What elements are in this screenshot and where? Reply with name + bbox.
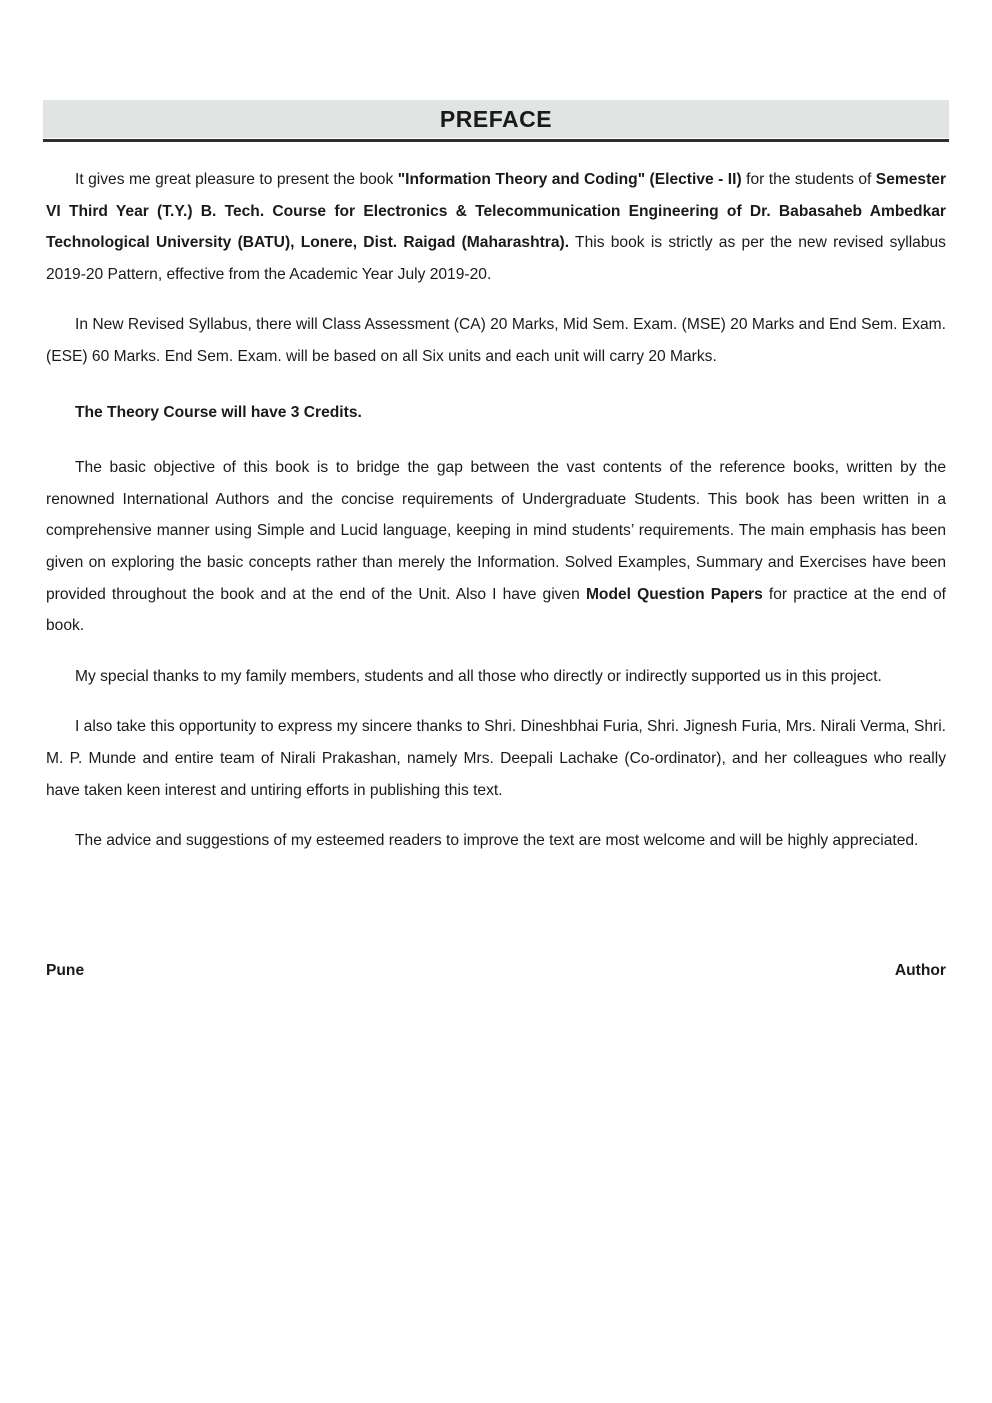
paragraph-intro: [46, 164, 946, 290]
preface-body: [46, 164, 946, 857]
text-run-bold: "Information Theory and Coding" (Elective - II): [397, 171, 742, 188]
text-run: The advice and suggestions of my esteemed readers to improve the text are most welcome and will be highly appreciated.: [75, 832, 919, 850]
text-run-bold: The Theory Course will have 3 Credits.: [75, 403, 362, 421]
paragraph-syllabus: [46, 309, 946, 372]
text-run: My special thanks to my family members, students and all those who directly or indirectly supported us in this project.: [75, 667, 882, 685]
paragraph-thanks-family: [46, 661, 946, 693]
page-title: PREFACE: [439, 105, 553, 132]
footer-place: Pune: [46, 961, 85, 979]
preface-header-band: [43, 100, 949, 138]
footer-row: [46, 962, 946, 980]
text-run-bold: Model Question Papers: [585, 585, 763, 603]
text-run: for the students of: [741, 171, 876, 188]
text-run: This book is strictly as per the new revised syllabus 2019-20 Pattern, effective from the Academic Year July 2019-20.: [46, 234, 946, 283]
paragraph-feedback: [46, 825, 946, 857]
text-run: In New Revised Syllabus, there will Class Assessment (CA) 20 Marks, Mid Sem. Exam. (MSE) 20 Marks and End Sem. Exam. (ESE) 60 Marks. End Sem. Exam. will be based on all Six units and each unit will carry 20 Marks.: [46, 316, 946, 365]
header-rule-divider: [43, 139, 949, 142]
text-run-bold: Semester VI Third Year (T.Y.) B. Tech. Course for Electronics & Telecommunication Engineering of Dr. Babasaheb Ambedkar Technological University (BATU), Lonere, Dist. Raigad (Maharashtra).: [46, 171, 947, 252]
paragraph-thanks-publisher: [46, 711, 946, 806]
text-run: I also take this opportunity to express my sincere thanks to Shri. Dineshbhai Furia, Shri. Jignesh Furia, Mrs. Nirali Verma, Shri. M. P. Munde and entire team of Nirali Prakashan, namely Mrs. Deepali Lachake (Co-ordinator), and her colleagues who really have taken keen interest and untiring efforts in publishing this text.: [46, 718, 947, 799]
paragraph-credits: [46, 397, 946, 429]
text-run: It gives me great pleasure to present the book: [75, 171, 398, 188]
text-run: The basic objective of this book is to bridge the gap between the vast contents of the reference books, written by the renowned International Authors and the concise requirements of Undergraduate Students. This book has been written in a comprehensive manner using Simple and Lucid language, keeping in mind students’ requirements. The main emphasis has been given on exploring the basic concepts rather than merely the Information. Solved Examples, Summary and Exercises have been provided throughout the book and at the end of the Unit. Also I have given: [46, 459, 946, 603]
text-run: for practice at the end of book.: [46, 585, 946, 635]
paragraph-objective: [46, 452, 946, 642]
footer-author: Author: [894, 961, 946, 979]
